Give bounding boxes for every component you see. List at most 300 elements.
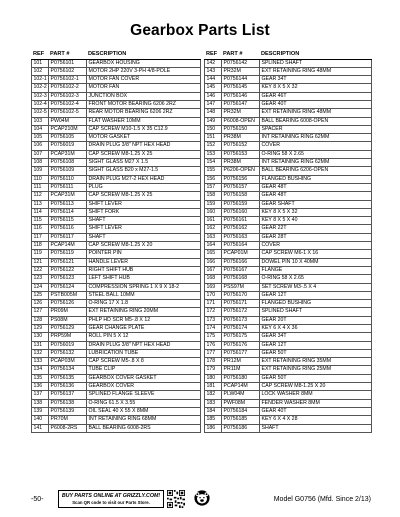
cell-ref: 172 (205, 308, 222, 316)
cell-ref: 137 (32, 391, 49, 399)
cell-ref: 169 (205, 283, 222, 291)
table-row (32, 142, 201, 150)
cell-description: MOTOR 2HP 220V 3-PH 4/8-POLE (87, 67, 201, 75)
table-row (205, 76, 372, 84)
cell-part-number: P0756111 (49, 183, 87, 191)
model-info: Model G0756 (Mfd. Since 2/13) (273, 496, 371, 503)
table-row (205, 266, 372, 274)
cell-part-number: PLW04M (222, 391, 260, 399)
table-row (205, 225, 372, 233)
cell-description: MOTOR GASKET (87, 134, 201, 142)
cell-part-number: P0756168 (222, 275, 260, 283)
cell-part-number: P0756146 (222, 92, 260, 100)
cell-ref: 158 (205, 192, 222, 200)
cell-ref: 131 (32, 341, 49, 349)
table-row (32, 291, 201, 299)
cell-part-number: P0756116 (49, 225, 87, 233)
cell-description: REAR MOTOR BEARING 6206 2RZ (87, 109, 201, 117)
column-header-ref: REF (32, 51, 49, 59)
cell-ref: 173 (205, 316, 222, 324)
table-row (32, 283, 201, 291)
table-row (205, 142, 372, 150)
cell-part-number: PS08M (49, 316, 87, 324)
table-row (32, 242, 201, 250)
cell-description: FLANGE (260, 266, 372, 274)
cell-description: EXT RETAINING RING 48MM (260, 109, 372, 117)
cell-description: SPLINED FLANGE SLEEVE (87, 391, 201, 399)
cell-ref: 146 (205, 92, 222, 100)
cell-description: SHIFT FORK (87, 208, 201, 216)
cell-description: SET SCREW M3-.5 X 4 (260, 283, 372, 291)
table-row (205, 84, 372, 92)
cell-description: CAP SCREW M8-1.25 X 25 (87, 150, 201, 158)
table-row (205, 233, 372, 241)
cell-description: O-RING 61.5 X 3.55 (87, 399, 201, 407)
table-row (32, 100, 201, 108)
cell-part-number: P0756137 (49, 391, 87, 399)
cell-part-number: P0756147 (222, 100, 260, 108)
cell-ref: 143 (205, 67, 222, 75)
table-row (205, 424, 372, 432)
cell-ref: 119 (32, 250, 49, 258)
table-row (32, 391, 201, 399)
cell-ref: 141 (32, 424, 49, 432)
cell-ref: 150 (205, 125, 222, 133)
cell-ref: 111 (32, 183, 49, 191)
table-row (32, 300, 201, 308)
cell-description: SHIFT LEVER (87, 225, 201, 233)
table-row (32, 117, 201, 125)
table-row (205, 67, 372, 75)
cell-part-number: PR12M (222, 358, 260, 366)
cell-ref: 152 (205, 142, 222, 150)
cell-ref: 112 (32, 192, 49, 200)
cell-part-number: P0756186 (222, 424, 260, 432)
cell-description: HANDLE LEVER (87, 258, 201, 266)
cell-description: SIGHT GLASS M27 X 1.5 (87, 159, 201, 167)
cell-part-number: P0756173 (222, 316, 260, 324)
cell-description: JUNCTION BOX (87, 92, 201, 100)
cell-part-number: P0756171 (222, 300, 260, 308)
cell-description: FENDER WASHER 8MM (260, 399, 372, 407)
table-row (205, 325, 372, 333)
cell-ref: 160 (205, 208, 222, 216)
cell-part-number: P0756124 (49, 283, 87, 291)
cell-part-number: PCAP210M (49, 125, 87, 133)
table-row (32, 59, 201, 67)
table-row (205, 117, 372, 125)
cell-ref: 153 (205, 150, 222, 158)
table-row (32, 192, 201, 200)
cell-part-number: P0756019 (49, 142, 87, 150)
table-row (205, 250, 372, 258)
cell-description: LUBRICATION TUBE (87, 349, 201, 357)
cell-ref: 159 (205, 200, 222, 208)
table-row (205, 109, 372, 117)
table-row (205, 366, 372, 374)
cell-ref: 116 (32, 225, 49, 233)
cell-ref: 140 (32, 416, 49, 424)
cell-description: GEARBOX COVER (87, 383, 201, 391)
cell-ref: 125 (32, 291, 49, 299)
cell-description: GEAR 40T (260, 100, 372, 108)
cell-ref: 144 (205, 76, 222, 84)
table-row (205, 134, 372, 142)
buy-parts-online-text: BUY PARTS ONLINE AT GRIZZLY.COM! (61, 493, 161, 499)
table-row (32, 217, 201, 225)
table-row (32, 325, 201, 333)
table-row (32, 159, 201, 167)
cell-ref: 186 (205, 424, 222, 432)
cell-part-number: P0756161 (222, 217, 260, 225)
cell-description: INT RETAINING RING 62MM (260, 134, 372, 142)
cell-description: GEAR 50T (260, 349, 372, 357)
cell-part-number: P0756172 (222, 308, 260, 316)
cell-description: BALL BEARING 6008-OPEN (260, 117, 372, 125)
cell-ref: 122 (32, 266, 49, 274)
table-row (32, 275, 201, 283)
cell-ref: 175 (205, 333, 222, 341)
cell-part-number: P0756108 (49, 159, 87, 167)
cell-part-number: P0756105 (49, 134, 87, 142)
parts-store-banner[interactable] (58, 490, 164, 508)
table-row (205, 159, 372, 167)
table-row (205, 167, 372, 175)
table-row (32, 183, 201, 191)
cell-ref: 117 (32, 233, 49, 241)
column-header-description: DESCRIPTION (87, 51, 201, 59)
table-header-row (32, 51, 201, 59)
cell-ref: 114 (32, 208, 49, 216)
cell-ref: 182 (205, 391, 222, 399)
page-footer (0, 488, 400, 514)
cell-part-number: P0756180 (222, 374, 260, 382)
cell-part-number: P0756176 (222, 341, 260, 349)
cell-description: GEAR 40T (260, 407, 372, 415)
cell-part-number: P0756102-1 (49, 76, 87, 84)
cell-part-number: P0756102 (49, 67, 87, 75)
cell-part-number: P6206-OPEN (222, 167, 260, 175)
cell-part-number: P0756170 (222, 291, 260, 299)
cell-description: FRONT MOTOR BEARING 6206 2RZ (87, 100, 201, 108)
table-row (205, 407, 372, 415)
cell-ref: 109 (32, 167, 49, 175)
cell-ref: 102-3 (33, 92, 47, 99)
cell-description: CAP SCREW M8-1.25 X 25 (87, 192, 201, 200)
parts-table-right (204, 51, 372, 433)
column-header-part: PART # (222, 51, 260, 59)
cell-description: INT RETAINING RING 68MM (87, 416, 201, 424)
cell-ref: 151 (205, 134, 222, 142)
cell-description: EXT RETAINING RING 48MM (260, 67, 372, 75)
cell-description: MOTOR FAN (87, 84, 201, 92)
cell-part-number: P0756019 (49, 341, 87, 349)
cell-ref: 142 (205, 59, 222, 67)
cell-description: KEY 6 X 4 X 28 (260, 416, 372, 424)
table-row (205, 349, 372, 357)
cell-part-number: PR70M (49, 416, 87, 424)
table-row (32, 67, 201, 75)
cell-ref: 113 (32, 200, 49, 208)
cell-ref: 126 (32, 300, 49, 308)
cell-ref: 136 (32, 383, 49, 391)
cell-part-number: P0756163 (222, 233, 260, 241)
cell-part-number: PR32M (222, 67, 260, 75)
cell-part-number: PSTB005M (49, 291, 87, 299)
cell-description: EXT RETAINING RING 35MM (260, 358, 372, 366)
cell-description: GEARBOX HOUSING (87, 59, 201, 67)
cell-ref: 174 (205, 325, 222, 333)
cell-description: GEAR 46T (260, 92, 372, 100)
cell-description: GEAR 48T (260, 192, 372, 200)
cell-description: KEY 8 X 5 X 32 (260, 84, 372, 92)
cell-ref: 115 (32, 217, 49, 225)
cell-ref: 145 (205, 84, 222, 92)
cell-ref: 139 (32, 407, 49, 415)
cell-description: SHIFT LEVER (87, 200, 201, 208)
table-row (205, 383, 372, 391)
cell-description: LEFT SHIFT HUB (87, 275, 201, 283)
column-header-ref: REF (205, 51, 222, 59)
cell-part-number: PCAP01M (222, 250, 260, 258)
table-row (32, 308, 201, 316)
cell-part-number: P0756159 (222, 200, 260, 208)
cell-part-number: PR32M (222, 109, 260, 117)
cell-part-number: PR11M (222, 366, 260, 374)
table-row (32, 366, 201, 374)
cell-part-number: PR38M (222, 159, 260, 167)
table-row (205, 316, 372, 324)
cell-ref: 133 (32, 358, 49, 366)
table-row (32, 416, 201, 424)
table-row (205, 100, 372, 108)
cell-ref: 155 (205, 167, 222, 175)
cell-description: CAP SCREW M6-1 X 16 (260, 250, 372, 258)
cell-description: DOWEL PIN 10 X 40MM (260, 258, 372, 266)
cell-description: SPACER (260, 125, 372, 133)
qr-code-icon[interactable] (167, 490, 185, 508)
table-row (32, 316, 201, 324)
cell-description: COVER (260, 242, 372, 250)
cell-ref: 165 (205, 250, 222, 258)
table-row (205, 291, 372, 299)
cell-ref: 183 (205, 399, 222, 407)
cell-part-number: PR38M (222, 134, 260, 142)
table-row (205, 358, 372, 366)
cell-part-number: P0756115 (49, 217, 87, 225)
table-row (205, 283, 372, 291)
page-number: -50- (31, 496, 44, 503)
cell-ref: 135 (32, 374, 49, 382)
table-row (32, 341, 201, 349)
cell-description: CAP SCREW M5-.8 X 8 (87, 358, 201, 366)
cell-ref: 102-4 (33, 100, 47, 107)
grizzly-bear-icon (194, 490, 210, 506)
cell-description: GEAR SHAFT (260, 200, 372, 208)
cell-part-number: P0756164 (222, 242, 260, 250)
cell-part-number: P0756174 (222, 325, 260, 333)
table-row (32, 407, 201, 415)
cell-ref: 178 (205, 358, 222, 366)
cell-ref: 121 (32, 258, 49, 266)
table-row (32, 266, 201, 274)
cell-ref: 166 (205, 258, 222, 266)
cell-ref: 101 (32, 59, 49, 67)
cell-description: DRAIN PLUG 3/8" NPT HEX HEAD (87, 341, 201, 349)
cell-ref: 162 (205, 225, 222, 233)
cell-ref: 168 (205, 275, 222, 283)
cell-ref: 130 (32, 333, 49, 341)
table-row (32, 349, 201, 357)
cell-part-number: P0756122 (49, 266, 87, 274)
cell-description: INT RETAINING RING 62MM (260, 159, 372, 167)
cell-ref: 124 (32, 283, 49, 291)
table-header-row (205, 51, 372, 59)
cell-ref: 181 (205, 383, 222, 391)
cell-part-number: P0756135 (49, 374, 87, 382)
page-title: Gearbox Parts List (130, 22, 270, 39)
cell-ref: 108 (32, 159, 49, 167)
cell-description: SHAFT (87, 217, 201, 225)
cell-part-number: P0756162 (222, 225, 260, 233)
cell-ref: 127 (32, 308, 49, 316)
cell-part-number: P0756113 (49, 200, 87, 208)
cell-ref: 129 (32, 325, 49, 333)
cell-part-number: P0756110 (49, 175, 87, 183)
table-row (205, 341, 372, 349)
table-row (32, 200, 201, 208)
cell-ref: 179 (205, 366, 222, 374)
cell-description: GEAR 34T (260, 76, 372, 84)
cell-ref: 118 (32, 242, 49, 250)
cell-description: CAP SCREW M10-1.5 X 35 C12.9 (87, 125, 201, 133)
cell-description: O-RING 17 X 1.8 (87, 300, 201, 308)
cell-ref: 185 (205, 416, 222, 424)
cell-ref: 102 (32, 67, 49, 75)
table-row (205, 258, 372, 266)
table-row (32, 333, 201, 341)
cell-part-number: P0756129 (49, 325, 87, 333)
cell-description: GEAR 50T (260, 374, 372, 382)
table-row (32, 175, 201, 183)
cell-description: SIGHT GLASS B20 x M27-1.5 (87, 167, 201, 175)
cell-ref: 147 (205, 100, 222, 108)
table-row (32, 374, 201, 382)
cell-ref: 132 (32, 349, 49, 357)
cell-ref: 134 (32, 366, 49, 374)
cell-part-number: P0756109 (49, 167, 87, 175)
table-row (205, 333, 372, 341)
cell-description: COMPRESSION SPRING 1 X 9 X 18-2 (87, 283, 201, 291)
table-row (205, 150, 372, 158)
cell-part-number: PWF08M (222, 399, 260, 407)
cell-description: SHAFT (87, 233, 201, 241)
table-row (32, 92, 201, 100)
cell-description: DRAIN PLUG 3/8" NPT HEX HEAD (87, 142, 201, 150)
cell-part-number: PW04M (49, 117, 87, 125)
cell-ref: 123 (32, 275, 49, 283)
table-row (205, 200, 372, 208)
cell-description: GEAR 20T (260, 316, 372, 324)
cell-part-number: P0756114 (49, 208, 87, 216)
table-row (32, 76, 201, 84)
cell-description: GEAR 48T (260, 183, 372, 191)
cell-ref: 177 (205, 349, 222, 357)
cell-ref: 107 (32, 150, 49, 158)
cell-part-number: P0756132 (49, 349, 87, 357)
cell-ref: 128 (32, 316, 49, 324)
table-row (205, 125, 372, 133)
cell-description: EXT RETAINING RING 25MM (260, 366, 372, 374)
cell-description: BALL BEARING 6206-OPEN (260, 167, 372, 175)
table-row (205, 391, 372, 399)
cell-ref: 167 (205, 266, 222, 274)
cell-description: GEAR 28T (260, 233, 372, 241)
cell-ref: 154 (205, 159, 222, 167)
table-row (32, 424, 201, 432)
table-row (205, 242, 372, 250)
column-header-description: DESCRIPTION (260, 51, 372, 59)
cell-description: GEARBOX COVER GASKET (87, 374, 201, 382)
cell-description: STEEL BALL 10MM (87, 291, 201, 299)
cell-part-number: PCAP03M (49, 358, 87, 366)
cell-description: PHLP HD SCR M5-.8 X 12 (87, 316, 201, 324)
cell-ref: 163 (205, 233, 222, 241)
cell-description: GEAR 12T (260, 291, 372, 299)
cell-part-number: P0756160 (222, 208, 260, 216)
table-row (32, 167, 201, 175)
cell-part-number: P0756136 (49, 383, 87, 391)
cell-ref: 171 (205, 300, 222, 308)
cell-part-number: P0756134 (49, 366, 87, 374)
table-row (205, 399, 372, 407)
cell-description: FLAT WASHER 10MM (87, 117, 201, 125)
cell-ref: 105 (32, 134, 49, 142)
table-row (205, 308, 372, 316)
cell-ref: 180 (205, 374, 222, 382)
cell-part-number: P0756145 (222, 84, 260, 92)
column-header-part: PART # (49, 51, 87, 59)
cell-part-number: P0756167 (222, 266, 260, 274)
table-row (32, 233, 201, 241)
cell-ref: 149 (205, 117, 222, 125)
cell-description: GEAR 22T (260, 225, 372, 233)
cell-description: ROLL PIN 5 X 12 (87, 333, 201, 341)
cell-ref: 104 (32, 125, 49, 133)
scan-qr-text: Scan QR code to visit our Parts Store. (72, 500, 150, 505)
cell-part-number: P6008-2RS (49, 424, 87, 432)
cell-description: KEY 8 X 5 X 32 (260, 208, 372, 216)
table-row (32, 399, 201, 407)
table-row (205, 208, 372, 216)
cell-part-number: P0756101 (49, 59, 87, 67)
cell-ref: 184 (205, 407, 222, 415)
cell-description: PLUG (87, 183, 201, 191)
cell-description: GEAR 12T (260, 341, 372, 349)
cell-part-number: P0756175 (222, 333, 260, 341)
cell-part-number: P0756123 (49, 275, 87, 283)
table-row (205, 217, 372, 225)
cell-part-number: P0756102-4 (49, 100, 87, 108)
cell-part-number: P0756156 (222, 175, 260, 183)
cell-part-number: PCAP31M (49, 150, 87, 158)
table-row (205, 175, 372, 183)
cell-description: MOTOR FAN COVER (87, 76, 201, 84)
table-row (205, 416, 372, 424)
cell-part-number: P0756139 (49, 407, 87, 415)
cell-part-number: P0756158 (222, 192, 260, 200)
cell-description: FLANGED BUSHING (260, 175, 372, 183)
